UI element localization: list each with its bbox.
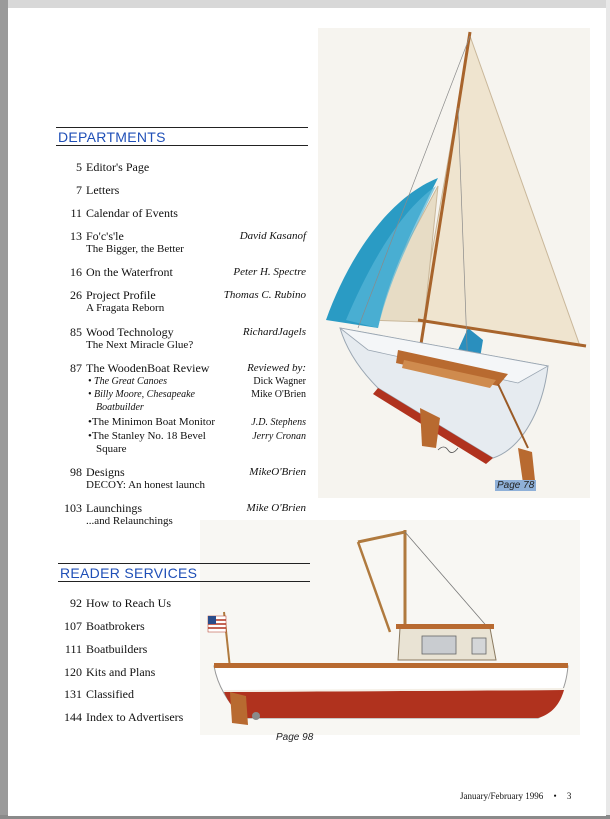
departments-heading: DEPARTMENTS xyxy=(56,127,308,146)
toc-page-number: 5 xyxy=(76,160,82,174)
toc-entry-kits-and-plans[interactable] xyxy=(56,665,256,680)
review-reviewer: Jerry Cronan xyxy=(252,431,306,442)
viewer-edge-right xyxy=(606,0,610,819)
toc-entry-wood-technology[interactable] xyxy=(56,325,306,353)
toc-title: Fo'c's'le xyxy=(86,229,124,243)
toc-title: Project Profile xyxy=(86,288,156,302)
toc-title: Boatbuilders xyxy=(86,642,148,656)
toc-page-number: 7 xyxy=(76,183,82,197)
toc-title: Launchings xyxy=(86,501,142,515)
toc-entry-calendar[interactable] xyxy=(56,206,306,221)
toc-author: Peter H. Spectre xyxy=(233,266,306,278)
review-book-continued: Square xyxy=(96,443,127,455)
toc-entry-designs[interactable] xyxy=(56,465,306,493)
toc-entry-woodenboat-review[interactable] xyxy=(56,361,306,457)
page-footer xyxy=(460,791,571,801)
toc-entry-boatbrokers[interactable] xyxy=(56,619,256,634)
reader-services-heading: READER SERVICES xyxy=(58,563,310,582)
toc-title: Wood Technology xyxy=(86,325,174,339)
toc-entry-editors-page[interactable] xyxy=(56,160,306,175)
toc-page-number: 16 xyxy=(70,265,82,279)
toc-entry-classified[interactable] xyxy=(56,687,256,702)
launch-hull-bottom xyxy=(224,690,564,718)
toc-title: On the Waterfront xyxy=(86,265,173,279)
toc-page-number: 107 xyxy=(64,619,82,633)
toc-author: Reviewed by: xyxy=(247,362,306,374)
toc-entry-letters[interactable] xyxy=(56,183,306,198)
toc-page-number: 11 xyxy=(70,206,82,220)
toc-subtitle: A Fragata Reborn xyxy=(86,302,165,314)
footer-bullet: • xyxy=(553,791,557,801)
review-book: • Billy Moore, Chesapeake xyxy=(88,389,195,400)
toc-entry-launchings[interactable] xyxy=(56,501,306,529)
toc-page-number: 85 xyxy=(70,325,82,339)
review-book-continued: Boatbuilder xyxy=(96,402,144,413)
review-book: •The Minimon Boat Monitor xyxy=(88,416,215,428)
sailboat-caption: Page 78 xyxy=(497,480,535,491)
rub-rail xyxy=(214,663,568,668)
cabin-window xyxy=(422,636,456,654)
toc-author: Mike O'Brien xyxy=(246,502,306,514)
sailboat-illustration xyxy=(318,28,590,498)
toc-author: David Kasanof xyxy=(239,230,306,242)
toc-entry-boatbuilders[interactable] xyxy=(56,642,256,657)
toc-title: How to Reach Us xyxy=(86,596,171,610)
toc-page-number: 131 xyxy=(64,687,82,701)
toc-entry-focsle[interactable] xyxy=(56,229,306,257)
review-reviewer: Dick Wagner xyxy=(253,376,306,387)
cabin-window-small xyxy=(472,638,486,654)
toc-subtitle: The Bigger, the Better xyxy=(86,243,184,255)
toc-title: Editor's Page xyxy=(86,160,150,174)
review-book: •The Stanley No. 18 Bevel xyxy=(88,430,206,442)
toc-title: Letters xyxy=(86,183,120,197)
page-number: 3 xyxy=(566,791,572,801)
toc-subtitle: ...and Relaunchings xyxy=(86,515,173,527)
toc-author: RichardJagels xyxy=(242,326,306,338)
review-reviewer: Mike O'Brien xyxy=(251,389,306,400)
toc-title: Kits and Plans xyxy=(86,665,156,679)
toc-page-number: 13 xyxy=(70,229,82,243)
toc-title: Boatbrokers xyxy=(86,619,145,633)
toc-title: Calendar of Events xyxy=(86,206,178,220)
toc-page-number: 87 xyxy=(70,361,82,375)
toc-entry-project-profile[interactable] xyxy=(56,288,306,316)
review-reviewer: J.D. Stephens xyxy=(251,417,306,428)
viewer-edge-top xyxy=(0,0,610,8)
viewer-edge-left xyxy=(0,0,8,819)
toc-title: Classified xyxy=(86,687,134,701)
launch-caption: Page 98 xyxy=(276,732,314,743)
toc-title: The WoodenBoat Review xyxy=(86,361,210,375)
cabin-roof xyxy=(396,624,494,629)
toc-subtitle: The Next Miracle Glue? xyxy=(86,339,194,351)
toc-page-number: 120 xyxy=(64,665,82,679)
toc-page-number: 111 xyxy=(64,642,82,656)
toc-page-number: 103 xyxy=(64,501,82,515)
toc-author: Thomas C. Rubino xyxy=(223,289,306,301)
toc-entry-how-to-reach-us[interactable] xyxy=(56,596,256,611)
toc-entry-index-to-advertisers[interactable] xyxy=(56,710,256,725)
toc-page-number: 98 xyxy=(70,465,82,479)
toc-author: MikeO'Brien xyxy=(249,466,306,478)
toc-page-number: 26 xyxy=(70,288,82,302)
toc-subtitle: DECOY: An honest launch xyxy=(86,479,206,491)
toc-page-number: 92 xyxy=(70,596,82,610)
review-book: • The Great Canoes xyxy=(88,376,167,387)
toc-title: Designs xyxy=(86,465,125,479)
toc-page-number: 144 xyxy=(64,710,82,724)
launch-illustration xyxy=(200,520,580,735)
issue-date: January/February 1996 xyxy=(460,791,544,801)
toc-title: Index to Advertisers xyxy=(86,710,184,724)
toc-entry-waterfront[interactable] xyxy=(56,265,306,280)
